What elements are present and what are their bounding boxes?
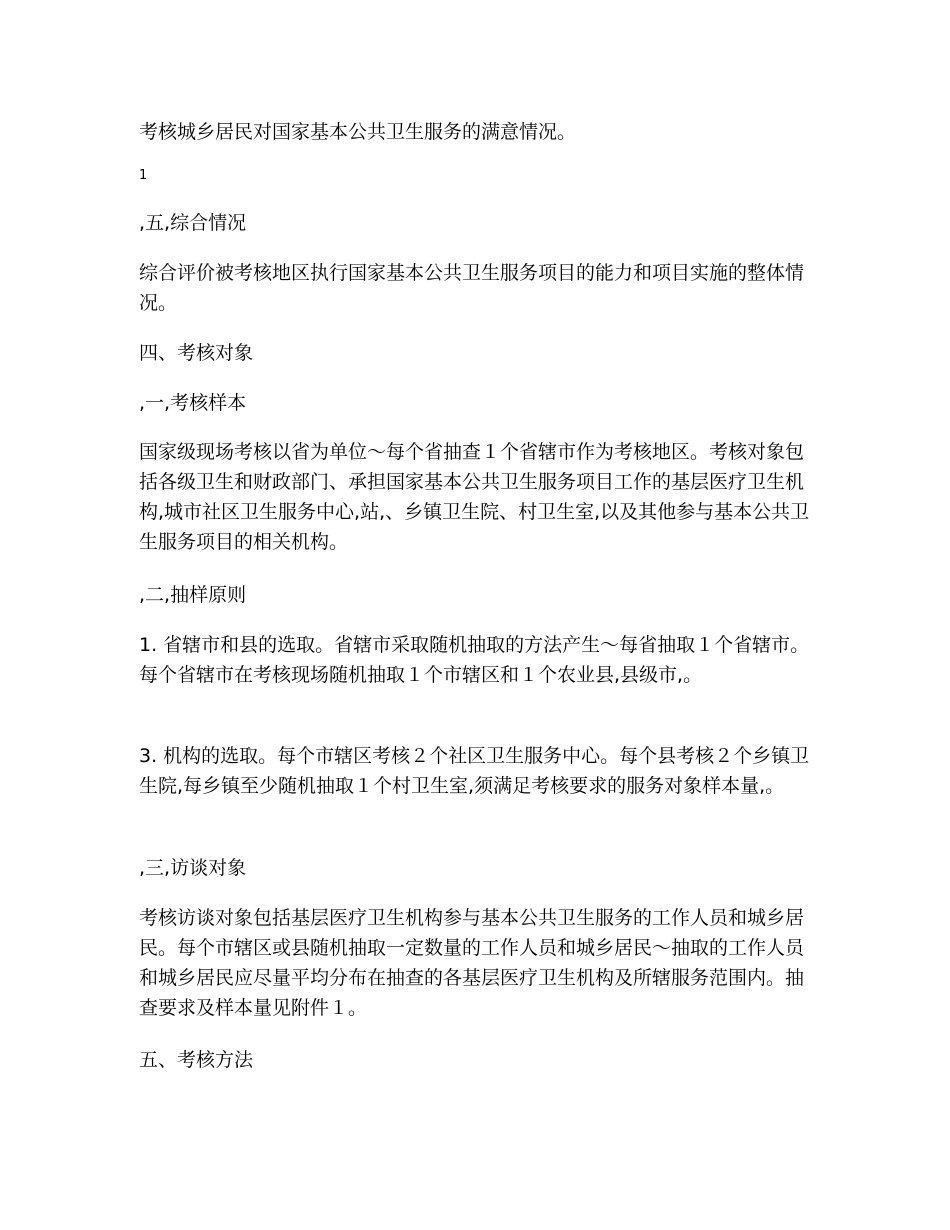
paragraph-interviewees: 考核访谈对象包括基层医疗卫生机构参与基本公共卫生服务的工作人员和城乡居民。每个市辖区或县随机抽取一定数量的工作人员和城乡居民～抽取的工作人员和城乡居民应尽量平均分布在抽查的各基层医疗卫生机构及所辖服务范围内。抽查要求及样本量见附件１。 (139, 907, 805, 1019)
section-heading-assessment-object: 四、考核对象 (139, 342, 254, 364)
paragraph-institution-selection: 3. 机构的选取。每个市辖区考核２个社区卫生服务中心。每个县考核２个乡镇卫生院,每乡镇至少随机抽取１个村卫生室,须满足考核要求的服务对象样本量,。 (139, 745, 810, 797)
heading-sample: ,一,考核样本 (139, 392, 247, 414)
heading-comprehensive: ,五,综合情况 (139, 212, 247, 234)
page-number: 1 (139, 168, 148, 183)
heading-sampling-principle: ,二,抽样原则 (139, 584, 247, 606)
paragraph-comprehensive: 综合评价被考核地区执行国家基本公共卫生服务项目的能力和项目实施的整体情况。 (139, 262, 805, 314)
section-heading-assessment-method: 五、考核方法 (139, 1049, 254, 1071)
heading-interviewees: ,三,访谈对象 (139, 857, 247, 879)
paragraph-city-county-selection: 1. 省辖市和县的选取。省辖市采取随机抽取的方法产生～每省抽取１个省辖市。每个省辖市在考核现场随机抽取１个市辖区和１个农业县,县级市,。 (139, 634, 810, 686)
paragraph-sample: 国家级现场考核以省为单位～每个省抽查１个省辖市作为考核地区。考核对象包括各级卫生和财政部门、承担国家基本公共卫生服务项目工作的基层医疗卫生机构,城市社区卫生服务中心,站,、乡镇卫生院、村卫生室,以及其他参与基本公共卫生服务项目的相关机构。 (139, 441, 810, 553)
paragraph-satisfaction: 考核城乡居民对国家基本公共卫生服务的满意情况。 (139, 121, 577, 143)
